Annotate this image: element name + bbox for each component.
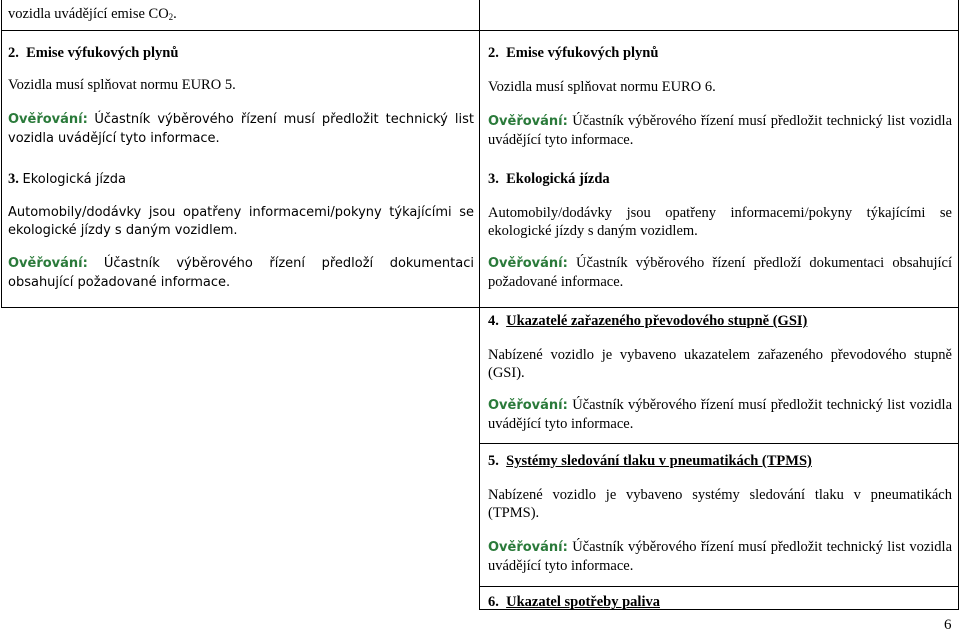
right-section-5-verification: Ověřování: Účastník výběrového řízení musí předložit technický list vozidla uvádějící tyto informace. xyxy=(488,539,953,574)
right-section-2-verification: Ověřování: Účastník výběrového řízení musí předložit technický list vozidla uvádějící tyto informace. xyxy=(488,113,953,148)
left-section-3-heading: 3. Ekologická jízda xyxy=(8,171,126,187)
left-section-3-body: Automobily/dodávky jsou opatřeny informacemi/pokyny týkajícími se ekologické jízdy s daným vozidlem. xyxy=(8,205,474,238)
right-section-3-heading: 3. Ekologická jízda xyxy=(488,171,610,187)
table-divider xyxy=(479,0,480,610)
left-section-2-body: Vozidla musí splňovat normu EURO 5. xyxy=(8,77,236,93)
left-section-2-verification: Ověřování: Účastník výběrového řízení musí předložit technický list vozidla uvádějící tyto informace. xyxy=(8,112,474,146)
table-row-rule xyxy=(1,307,958,308)
left-section-3-verification: Ověřování: Účastník výběrového řízení předloží dokumentaci obsahující požadované informace. xyxy=(8,256,474,290)
table-row-rule-right-1 xyxy=(479,443,958,444)
right-section-6-heading: 6. Ukazatel spotřeby paliva xyxy=(488,594,660,610)
table-top-rule xyxy=(1,30,958,31)
right-section-4-body: Nabízené vozidlo je vybaveno ukazatelem zařazeného převodového stupně (GSI). xyxy=(488,347,952,381)
right-section-5-heading: 5. Systémy sledování tlaku v pneumatikách (TPMS) xyxy=(488,453,812,469)
right-section-3-verification: Ověřování: Účastník výběrového řízení předloží dokumentaci obsahující požadované informace. xyxy=(488,255,952,290)
right-section-4-verification: Ověřování: Účastník výběrového řízení musí předložit technický list vozidla uvádějící tyto informace. xyxy=(488,397,953,432)
right-section-2-heading: 2. Emise výfukových plynů xyxy=(488,45,659,61)
right-section-5-body: Nabízené vozidlo je vybaveno systémy sledování tlaku v pneumatikách (TPMS). xyxy=(488,487,952,521)
table-border-left xyxy=(1,0,2,308)
right-section-2-body: Vozidla musí splňovat normu EURO 6. xyxy=(488,79,716,95)
left-section-2-heading: 2. Emise výfukových plynů xyxy=(8,45,179,61)
page-number: 6 xyxy=(944,617,952,633)
left-top-line: vozidla uvádějící emise $CO_2$. xyxy=(8,6,177,22)
table-border-right xyxy=(958,0,959,610)
right-section-3-body: Automobily/dodávky jsou opatřeny informacemi/pokyny týkajícími se ekologické jízdy s daným vozidlem. xyxy=(488,205,952,239)
table-row-rule-right-2 xyxy=(479,586,958,587)
right-section-4-heading: 4. Ukazatelé zařazeného převodového stupně (GSI) xyxy=(488,313,808,329)
